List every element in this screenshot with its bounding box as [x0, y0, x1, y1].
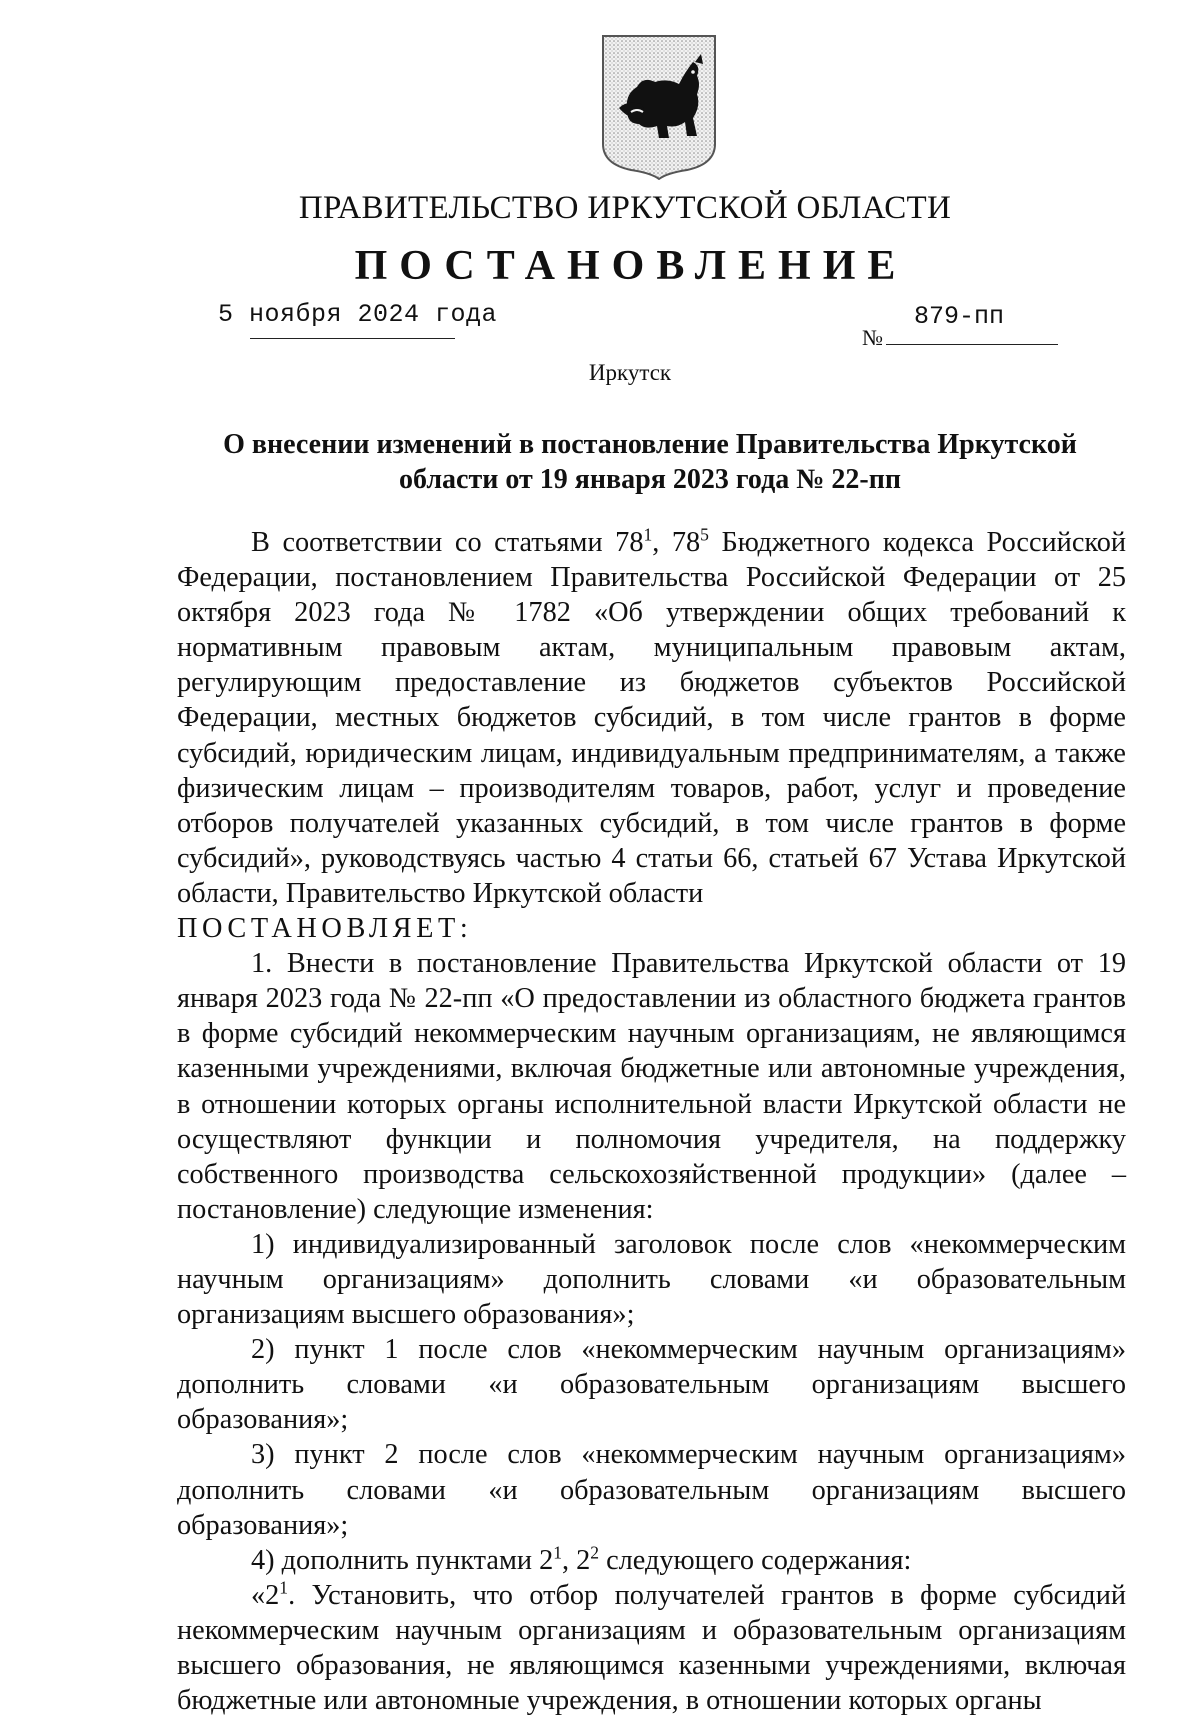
- decree-number: 879-пп: [914, 302, 1005, 331]
- superscript: 5: [700, 524, 709, 545]
- subitem-3-paragraph: 3) пункт 2 после слов «некоммерческим научным организациям» дополнить словами «и образовательным организациям высшего образования»;: [177, 1439, 1126, 1541]
- decree-date: 5 ноября 2024 года: [218, 300, 498, 329]
- subitem-4-text-c: следующего содержания:: [599, 1544, 912, 1576]
- subitem-4-text-a: 4) дополнить пунктами 2: [251, 1544, 554, 1576]
- preamble-paragraph: [177, 525, 1126, 911]
- point-2-1-text-b: . Установить, что отбор получателей грантов в форме субсидий некоммерческим научным организациям и образовательным организациям высшего образования, не являющимся казенными учреждениями, включая бюджетные или автономные учреждения, в отношении которых органы: [177, 1579, 1126, 1717]
- subitem-4-paragraph: [177, 1543, 1126, 1578]
- subitem-1-paragraph: 1) индивидуализированный заголовок после слов «некоммерческим научным организациям» дополнить словами «и образовательным организациям высшего образования»;: [177, 1228, 1126, 1331]
- decree-body: [177, 525, 1126, 1718]
- number-underline: [886, 344, 1058, 345]
- coat-of-arms-icon: [597, 32, 721, 180]
- city-name: Иркутск: [588, 360, 672, 385]
- subject-line-2: области от 19 января 2023 года № 22-пп: [399, 464, 901, 495]
- decree-subject: [210, 427, 1090, 497]
- decides-heading: ПОСТАНОВЛЯЕТ:: [177, 913, 473, 945]
- number-sign: №: [862, 325, 883, 350]
- point-2-1-text-a: «2: [251, 1579, 280, 1611]
- subitem-4-text-b: , 2: [561, 1544, 591, 1576]
- subitem-2-paragraph: 2) пункт 1 после слов «некоммерческим научным организациям» дополнить словами «и образовательным организациям высшего образования»;: [177, 1334, 1126, 1436]
- superscript: 1: [553, 1542, 562, 1563]
- superscript: 2: [590, 1542, 600, 1563]
- subject-line-1: О внесении изменений в постановление Правительства Иркутской: [223, 429, 1077, 460]
- government-name: ПРАВИТЕЛЬСТВО ИРКУТСКОЙ ОБЛАСТИ: [298, 190, 952, 226]
- superscript: 1: [643, 524, 653, 545]
- preamble-text-b: , 78: [652, 527, 701, 558]
- item-1-paragraph: 1. Внести в постановление Правительства Иркутской области от 19 января 2023 года № 22-пп «О предоставлении из областного бюджета грантов в форме субсидий некоммерческим научным организациям, не являющимся казенными учреждениями, включая бюджетные или автономные учреждения, в отношении которых органы исполнительной власти Иркутской области не осуществляют функции и полномочия учредителя, на поддержку собственного производства сельскохозяйственной продукции» (далее – постановление) следующие изменения:: [177, 948, 1126, 1225]
- superscript: 1: [279, 1577, 289, 1598]
- date-underline: [250, 338, 455, 339]
- document-type-title: ПОСТАНОВЛЕНИЕ: [354, 243, 908, 289]
- preamble-text-a: В соответствии со статьями 78: [251, 527, 644, 558]
- preamble-text-c: Бюджетного кодекса Российской Федерации, постановлением Правительства Российской Федерации от 25 октября 2023 года № 1782 «Об утверждении общих требований к нормативным правовым актам, муниципальным правовым актам, регулирующим предоставление из бюджетов субъектов Российской Федерации, местных бюджетов субсидий, в том числе грантов в форме субсидий, юридическим лицам, индивидуальным предпринимателям, а также физическим лицам – производителям товаров, работ, услуг и проведение отборов получателей указанных субсидий, в том числе грантов в форме субсидий», руководствуясь частью 4 статьи 66, статьей 67 Устава Иркутской области, Правительство Иркутской области: [177, 527, 1126, 909]
